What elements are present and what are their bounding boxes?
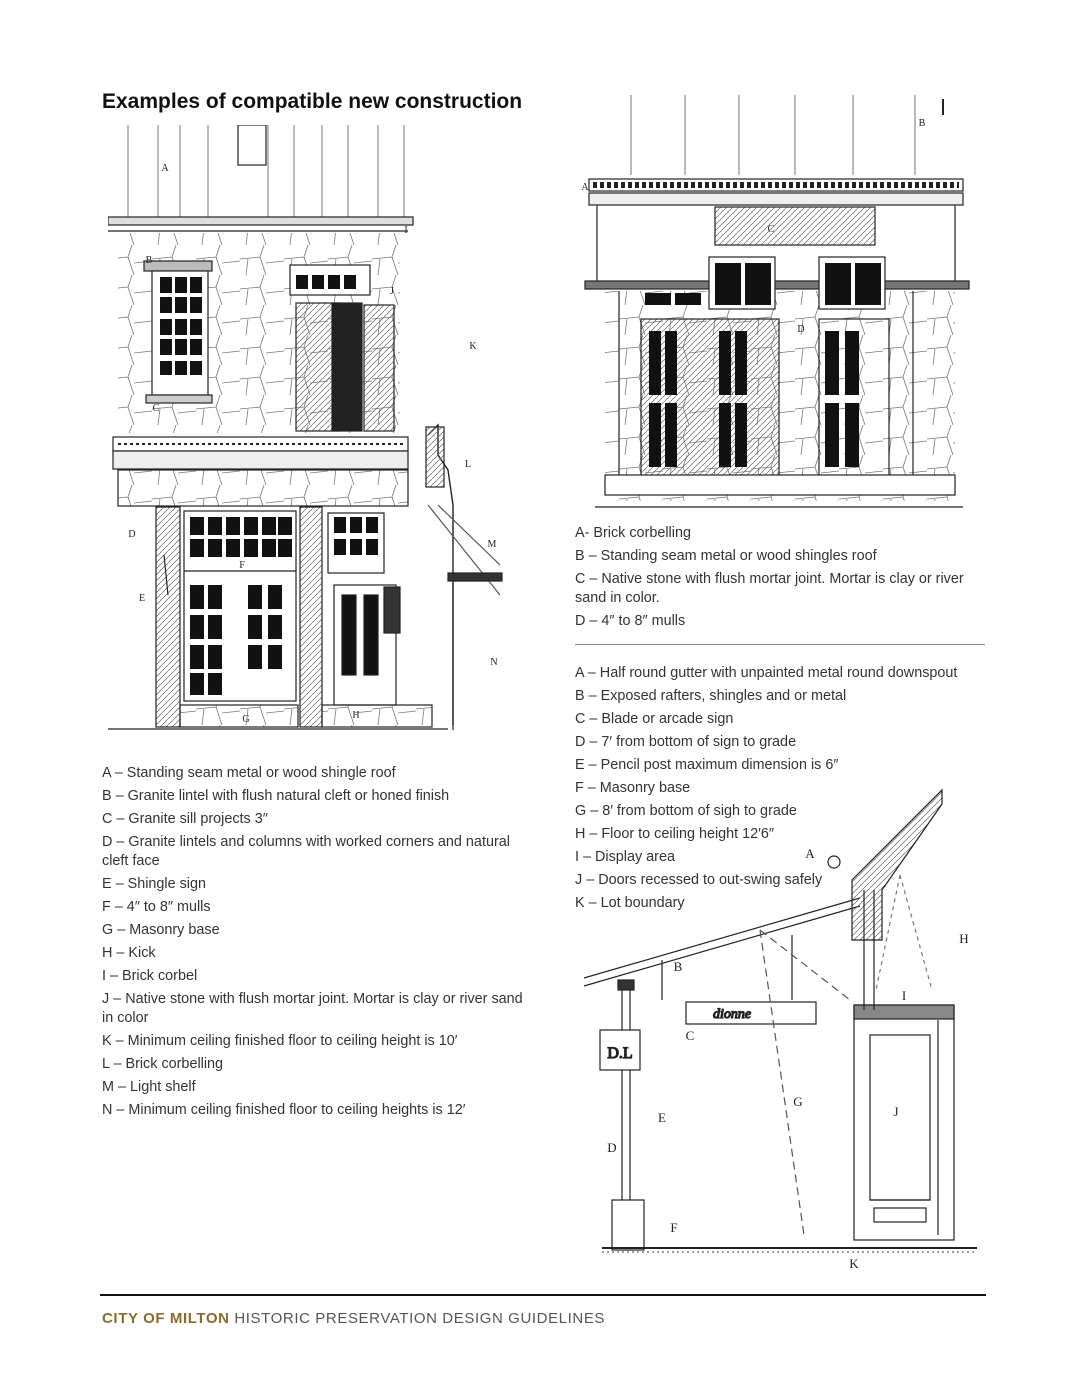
page-footer — [102, 1310, 605, 1327]
left-label-k: K — [469, 341, 477, 352]
page-title: Examples of compatible new construction — [102, 90, 523, 113]
legend-item: J – Doors recessed to out-swing safely — [575, 872, 823, 888]
left-label-i: I — [404, 225, 408, 236]
section-label-k: K — [849, 1256, 859, 1271]
legend-item: H – Floor to ceiling height 12′6″ — [575, 826, 774, 842]
legend-item: A – Half round gutter with unpainted metal round downspout — [575, 665, 958, 681]
left-label-f: F — [239, 560, 245, 571]
legend-item: N – Minimum ceiling finished floor to ceiling heights is 12′ — [102, 1102, 466, 1118]
shingle-sign-text: D.L — [607, 1045, 633, 1062]
legend-item: B – Standing seam metal or wood shingles roof — [575, 548, 877, 564]
section-label-f: F — [670, 1220, 678, 1235]
legend-item: F – Masonry base — [575, 780, 691, 796]
footer-title: HISTORIC PRESERVATION DESIGN GUIDELINES — [229, 1310, 606, 1327]
legend-item: A – Standing seam metal or wood shingle roof — [102, 765, 396, 781]
left-label-n: N — [490, 657, 498, 668]
legend-item: L – Brick corbelling — [102, 1056, 224, 1072]
legend-left — [102, 764, 532, 1124]
legend-item: F – 4″ to 8″ mulls — [102, 899, 211, 915]
legend-bottom-right — [575, 664, 987, 917]
section-label-b: B — [673, 959, 683, 974]
legend-item: G – Masonry base — [102, 922, 220, 938]
left-facade-sketch — [108, 125, 513, 737]
legend-top-right — [575, 524, 987, 635]
left-label-j: J — [390, 286, 394, 297]
section-label-e: E — [658, 1110, 666, 1125]
legend-item: M – Light shelf — [102, 1079, 196, 1095]
section-label-a: A — [805, 846, 815, 861]
section-label-j: J — [893, 1104, 899, 1119]
section-label-c: C — [685, 1028, 695, 1043]
left-label-e: E — [138, 593, 146, 604]
left-label-h: H — [352, 710, 360, 721]
legend-item: G – 8′ from bottom of sigh to grade — [575, 803, 797, 819]
legend-item: K – Minimum ceiling finished floor to ceiling height is 10′ — [102, 1033, 458, 1049]
left-label-b: B — [145, 255, 153, 266]
legend-item: D – Granite lintels and columns with worked corners and natural cleft face — [102, 834, 510, 869]
legend-item: C – Blade or arcade sign — [575, 711, 734, 727]
legend-item: K – Lot boundary — [575, 895, 685, 911]
section-label-h: H — [959, 931, 969, 946]
top-right-storefront-sketch — [575, 95, 970, 517]
legend-item: J – Native stone with flush mortar joint. Mortar is clay or river sand in color — [102, 991, 523, 1026]
left-label-c: C — [152, 403, 160, 414]
left-label-l: L — [464, 459, 472, 470]
top-right-label-c: C — [767, 224, 775, 235]
legend-item: E – Pencil post maximum dimension is 6″ — [575, 757, 839, 773]
legend-item: E – Shingle sign — [102, 876, 207, 892]
section-divider — [575, 644, 985, 645]
top-right-label-b: B — [918, 118, 926, 129]
top-right-label-a: A — [581, 182, 589, 193]
legend-item: C – Native stone with flush mortar joint. Mortar is clay or river sand in color. — [575, 571, 964, 606]
legend-item: D – 7′ from bottom of sign to grade — [575, 734, 797, 750]
left-label-m: M — [487, 539, 497, 550]
footer-brand: CITY OF MILTON — [102, 1310, 230, 1327]
legend-item: I – Display area — [575, 849, 675, 865]
left-label-d: D — [128, 529, 136, 540]
legend-item: D – 4″ to 8″ mulls — [575, 613, 686, 629]
left-label-a: A — [161, 163, 169, 174]
top-right-label-d: D — [797, 324, 805, 335]
section-label-d: D — [607, 1140, 617, 1155]
section-label-g: G — [793, 1094, 803, 1109]
blade-sign-text: dionne — [712, 1007, 752, 1022]
legend-item: C – Granite sill projects 3″ — [102, 811, 268, 827]
legend-item: B – Granite lintel with flush natural cleft or honed finish — [102, 788, 450, 804]
legend-item: A- Brick corbelling — [575, 525, 691, 541]
left-label-g: G — [242, 714, 250, 725]
section-label-i: I — [901, 988, 907, 1003]
legend-item: H – Kick — [102, 945, 156, 961]
footer-rule — [100, 1294, 986, 1296]
legend-item: B – Exposed rafters, shingles and or metal — [575, 688, 847, 704]
legend-item: I – Brick corbel — [102, 968, 198, 984]
